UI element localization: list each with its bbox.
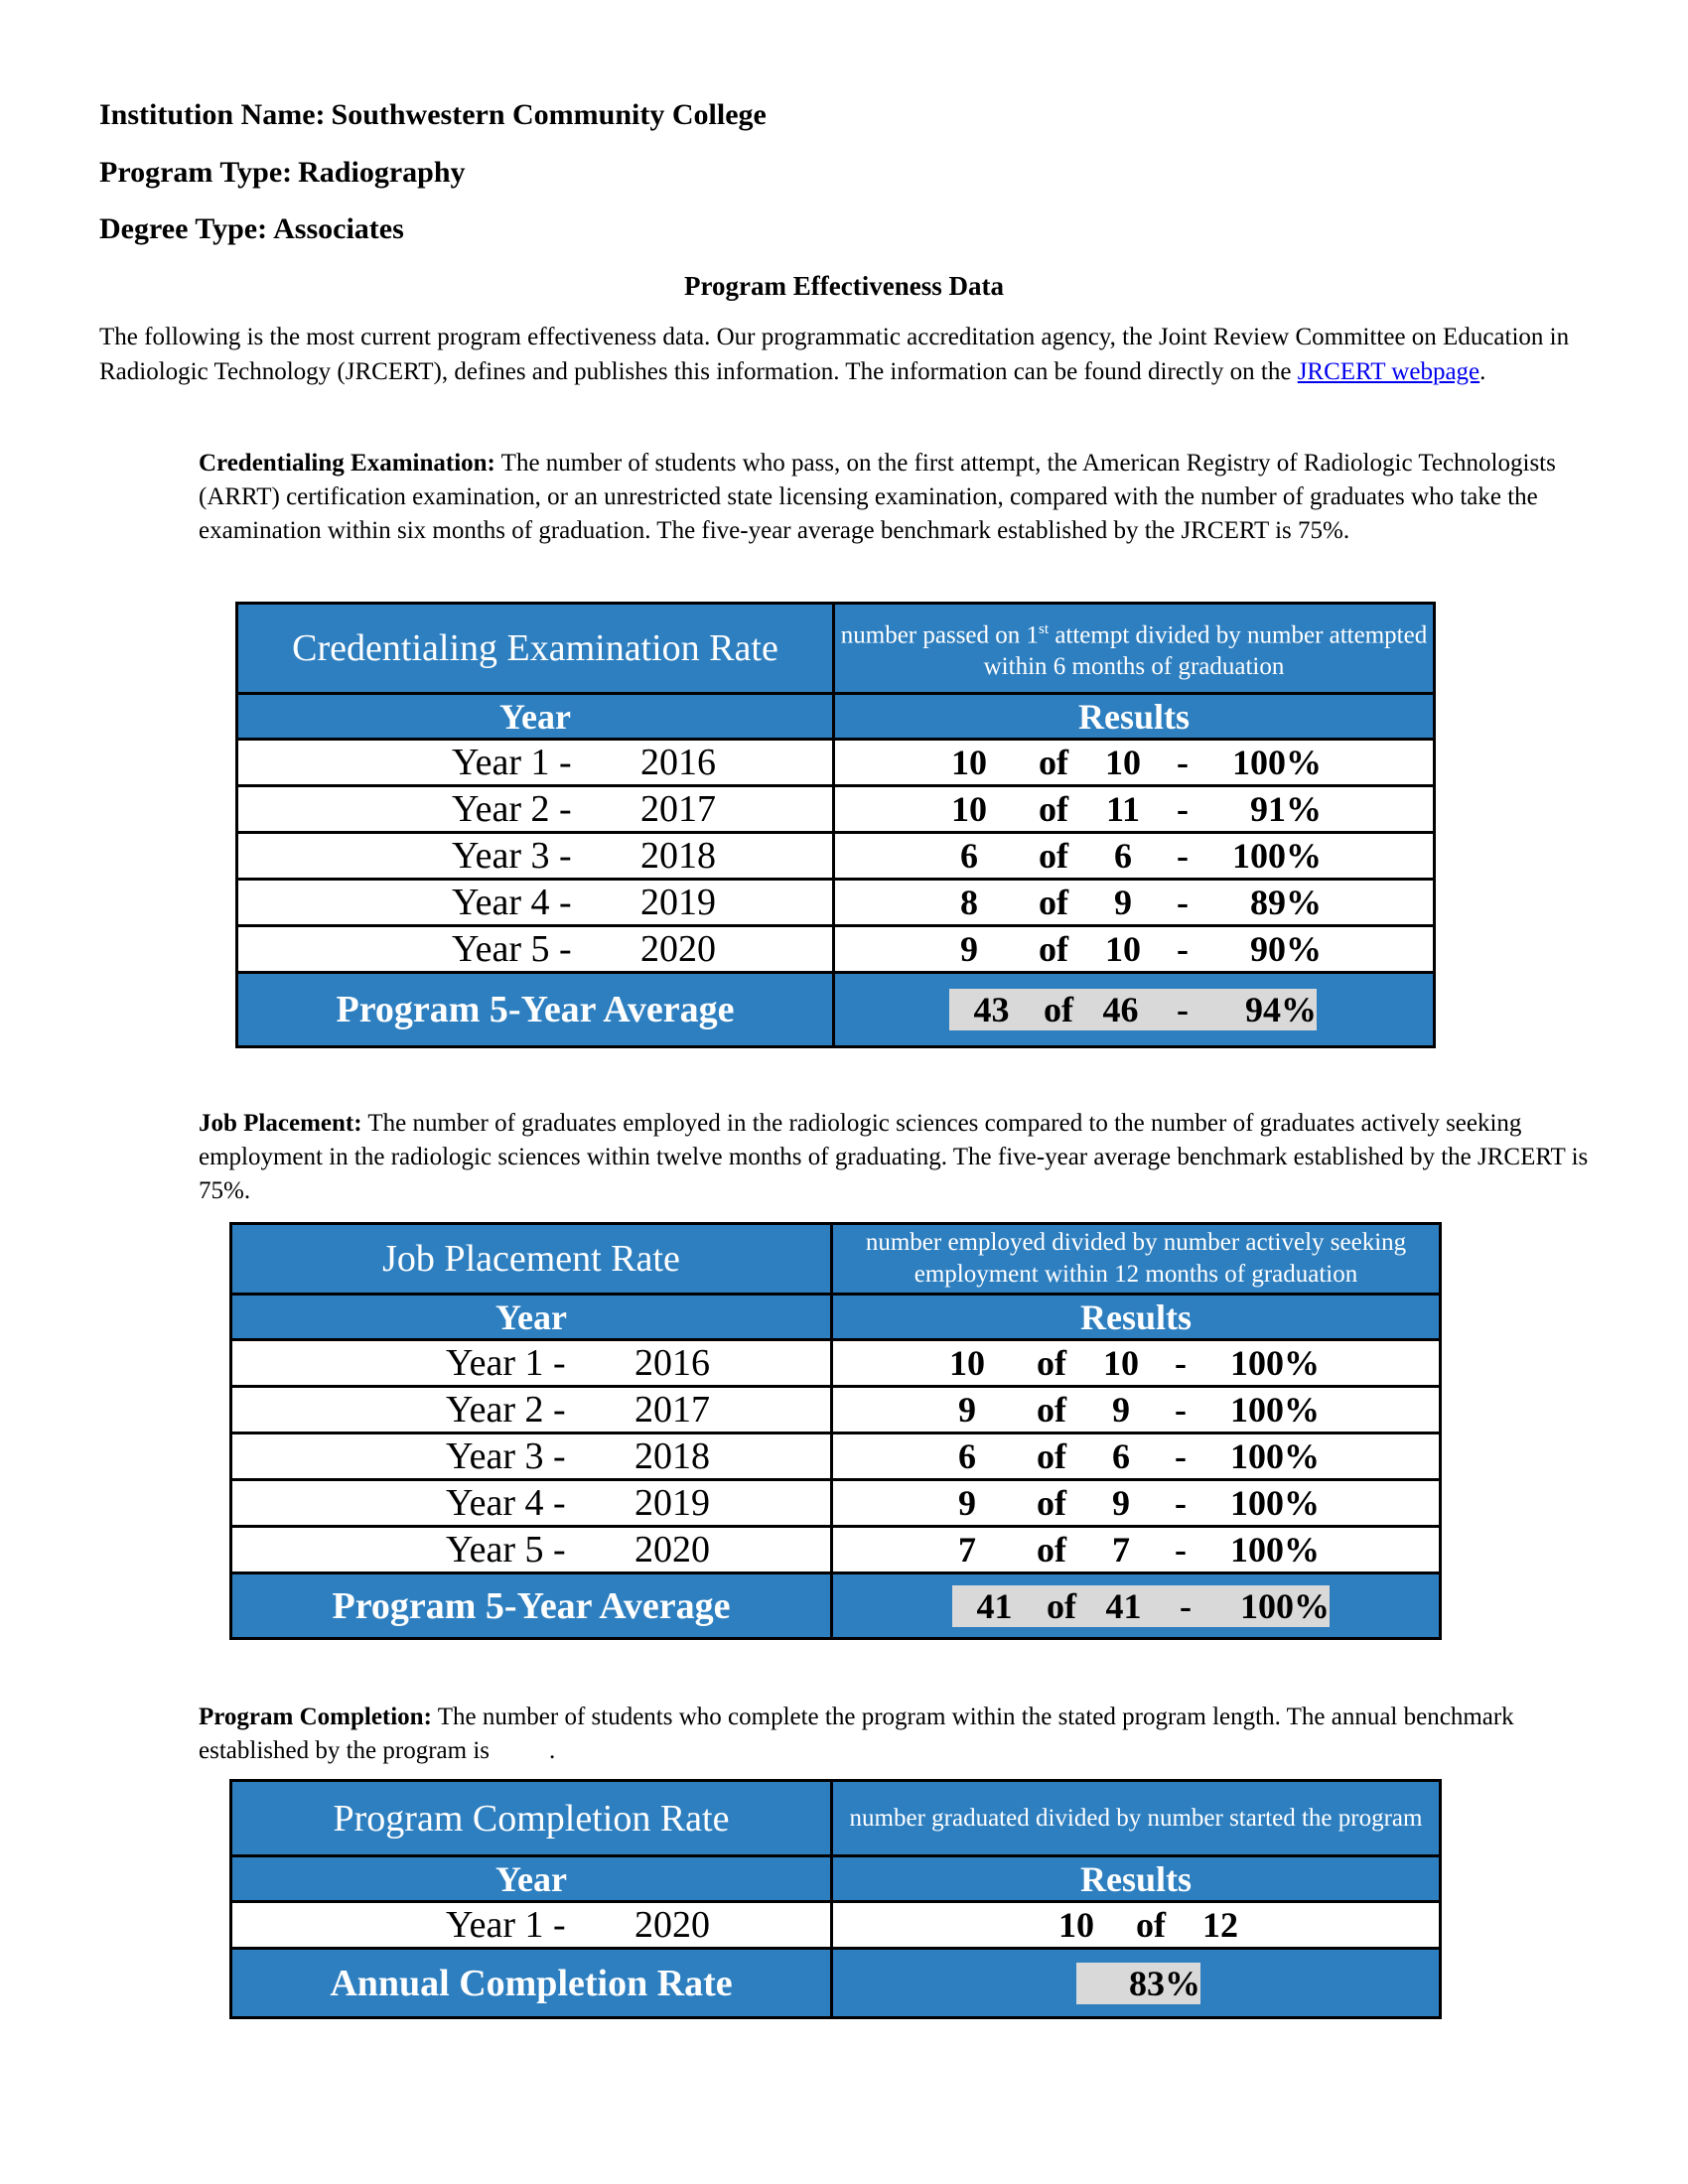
result-total: 9	[1112, 1390, 1130, 1430]
degree-type-value: Associates	[273, 212, 404, 245]
result-of: of	[1037, 1530, 1066, 1570]
intro-text: The following is the most current program effectiveness data. Our programmatic accreditation agency, the Joint Review Committee on Education in Radiologic Technology (JRCERT), defines and publishes this information. The information can be found directly on the	[99, 324, 1570, 385]
result-total: 10	[1105, 743, 1141, 782]
result-total: 10	[1105, 929, 1141, 969]
year-value: 2020	[634, 1904, 710, 1946]
program-completion-text: The number of students who complete the program within the stated program length. The annual benchmark established by the program is	[199, 1704, 1514, 1764]
intro-paragraph	[99, 320, 1609, 389]
result-employed: 9	[958, 1390, 976, 1430]
result-total: 6	[1114, 836, 1132, 876]
year-label: Year 2 -	[452, 788, 572, 830]
program-type-line	[99, 156, 466, 190]
year-label: Year 2 -	[446, 1389, 566, 1431]
program-type-label: Program Type:	[99, 156, 293, 189]
result-of: of	[1037, 1343, 1066, 1383]
year-column-header: Year	[231, 1295, 832, 1340]
result-of: of	[1039, 836, 1068, 876]
year-value: 2018	[640, 835, 716, 877]
intro-end: .	[1479, 358, 1486, 385]
result-passed: 6	[960, 836, 978, 876]
result-total: 11	[1105, 789, 1140, 829]
table-row	[237, 740, 1435, 786]
result-passed: 10	[951, 789, 987, 829]
program-completion-table	[229, 1779, 1442, 2019]
year-value: 2016	[640, 742, 716, 783]
table-row	[237, 926, 1435, 973]
program-completion-paragraph	[199, 1701, 1589, 1768]
table-row	[231, 1902, 1441, 1949]
year-label: Year 3 -	[446, 1435, 566, 1477]
year-value: 2020	[634, 1529, 710, 1570]
result-percent: 91%	[1250, 789, 1322, 829]
year-label: Year 5 -	[446, 1529, 566, 1570]
result-dash: -	[1177, 743, 1189, 782]
result-percent: 100%	[1230, 1483, 1320, 1523]
credentialing-paragraph	[199, 447, 1589, 548]
result-dash: -	[1177, 883, 1189, 922]
table-row	[231, 1340, 1441, 1387]
five-year-average-label: Program 5-Year Average	[237, 973, 834, 1047]
institution-name: Southwestern Community College	[331, 98, 767, 131]
annual-completion-rate-value: 83%	[1076, 1963, 1200, 2004]
result-employed: 7	[958, 1530, 976, 1570]
result-of: of	[1037, 1483, 1066, 1523]
result-started: 12	[1202, 1905, 1238, 1945]
credentialing-table-description: number passed on 1st attempt divided by number attempted within 6 months of graduation	[834, 604, 1435, 694]
result-total: 6	[1112, 1436, 1130, 1476]
program-completion-text-end: .	[549, 1737, 556, 1764]
result-percent: 100%	[1230, 1530, 1320, 1570]
program-type-value: Radiography	[298, 156, 466, 189]
job-placement-table-title: Job Placement Rate	[231, 1224, 832, 1295]
result-passed: 10	[951, 743, 987, 782]
year-value: 2019	[634, 1482, 710, 1524]
annual-completion-rate-label: Annual Completion Rate	[231, 1949, 832, 2018]
results-column-header: Results	[832, 1856, 1441, 1902]
result-dash: -	[1177, 836, 1189, 876]
result-graduated: 10	[1058, 1905, 1094, 1945]
year-column-header: Year	[231, 1856, 832, 1902]
job-placement-table	[229, 1222, 1442, 1640]
result-employed: 10	[949, 1343, 985, 1383]
result-of: of	[1039, 789, 1068, 829]
result-percent: 100%	[1232, 836, 1322, 876]
year-label: Year 1 -	[446, 1904, 566, 1946]
program-completion-table-title: Program Completion Rate	[231, 1781, 832, 1856]
year-label: Year 5 -	[452, 928, 572, 970]
degree-type-label: Degree Type:	[99, 212, 268, 245]
five-year-average-result: 41 of 41 - 100%	[952, 1585, 1330, 1627]
year-value: 2019	[640, 882, 716, 923]
result-employed: 9	[958, 1483, 976, 1523]
result-percent: 100%	[1232, 743, 1322, 782]
result-total: 9	[1114, 883, 1132, 922]
jrcert-webpage-link[interactable]: JRCERT webpage	[1297, 358, 1480, 385]
job-placement-table-description: number employed divided by number actively seeking employment within 12 months of graduation	[832, 1224, 1441, 1295]
result-percent: 90%	[1250, 929, 1322, 969]
year-label: Year 1 -	[446, 1342, 566, 1384]
year-value: 2016	[634, 1342, 710, 1384]
result-of: of	[1039, 929, 1068, 969]
page-title: Program Effectiveness Data	[684, 271, 1004, 301]
institution-line	[99, 98, 767, 132]
table-row	[231, 1527, 1441, 1573]
program-completion-table-description: number graduated divided by number started the program	[832, 1781, 1441, 1856]
year-value: 2017	[640, 788, 716, 830]
year-label: Year 4 -	[452, 882, 572, 923]
result-of: of	[1039, 883, 1068, 922]
result-passed: 9	[960, 929, 978, 969]
year-value: 2020	[640, 928, 716, 970]
five-year-average-result: 43 of 46 - 94%	[949, 989, 1317, 1030]
institution-label: Institution Name:	[99, 98, 326, 131]
results-column-header: Results	[832, 1295, 1441, 1340]
result-of: of	[1037, 1390, 1066, 1430]
result-dash: -	[1175, 1343, 1187, 1383]
job-placement-label: Job Placement:	[199, 1110, 362, 1137]
result-dash: -	[1175, 1483, 1187, 1523]
result-total: 10	[1103, 1343, 1139, 1383]
year-label: Year 3 -	[452, 835, 572, 877]
table-row	[231, 1433, 1441, 1480]
result-dash: -	[1175, 1436, 1187, 1476]
result-dash: -	[1177, 789, 1189, 829]
table-row	[231, 1480, 1441, 1527]
year-value: 2018	[634, 1435, 710, 1477]
program-completion-label: Program Completion:	[199, 1704, 432, 1730]
job-placement-paragraph	[199, 1107, 1589, 1208]
table-row	[237, 786, 1435, 833]
result-passed: 8	[960, 883, 978, 922]
credentialing-table-title: Credentialing Examination Rate	[237, 604, 834, 694]
job-placement-text: The number of graduates employed in the radiologic sciences compared to the number of graduates actively seeking employment in the radiologic sciences within twelve months of graduating. The five-year average benchmark established by the JRCERT is 75%.	[199, 1110, 1589, 1204]
year-label: Year 1 -	[452, 742, 572, 783]
result-of: of	[1039, 743, 1068, 782]
result-employed: 6	[958, 1436, 976, 1476]
year-label: Year 4 -	[446, 1482, 566, 1524]
degree-type-line	[99, 212, 404, 246]
five-year-average-label: Program 5-Year Average	[231, 1573, 832, 1639]
credentialing-table	[235, 602, 1436, 1048]
year-column-header: Year	[237, 694, 834, 740]
result-dash: -	[1175, 1530, 1187, 1570]
result-total: 9	[1112, 1483, 1130, 1523]
result-dash: -	[1175, 1390, 1187, 1430]
credentialing-text: The number of students who pass, on the first attempt, the American Registry of Radiologic Technologists (ARRT) certification examination, or an unrestricted state licensing examination, compared with the number of graduates who take the examination within six months of graduation. The five-year average benchmark established by the JRCERT is 75%.	[199, 450, 1556, 544]
result-percent: 100%	[1230, 1343, 1320, 1383]
result-dash: -	[1177, 929, 1189, 969]
result-of: of	[1037, 1436, 1066, 1476]
table-row	[231, 1387, 1441, 1433]
results-column-header: Results	[834, 694, 1435, 740]
result-percent: 100%	[1230, 1436, 1320, 1476]
result-total: 7	[1112, 1530, 1130, 1570]
table-row	[237, 833, 1435, 880]
result-percent: 100%	[1230, 1390, 1320, 1430]
result-percent: 89%	[1250, 883, 1322, 922]
credentialing-label: Credentialing Examination:	[199, 450, 495, 477]
result-of: of	[1136, 1905, 1166, 1945]
year-value: 2017	[634, 1389, 710, 1431]
table-row	[237, 880, 1435, 926]
